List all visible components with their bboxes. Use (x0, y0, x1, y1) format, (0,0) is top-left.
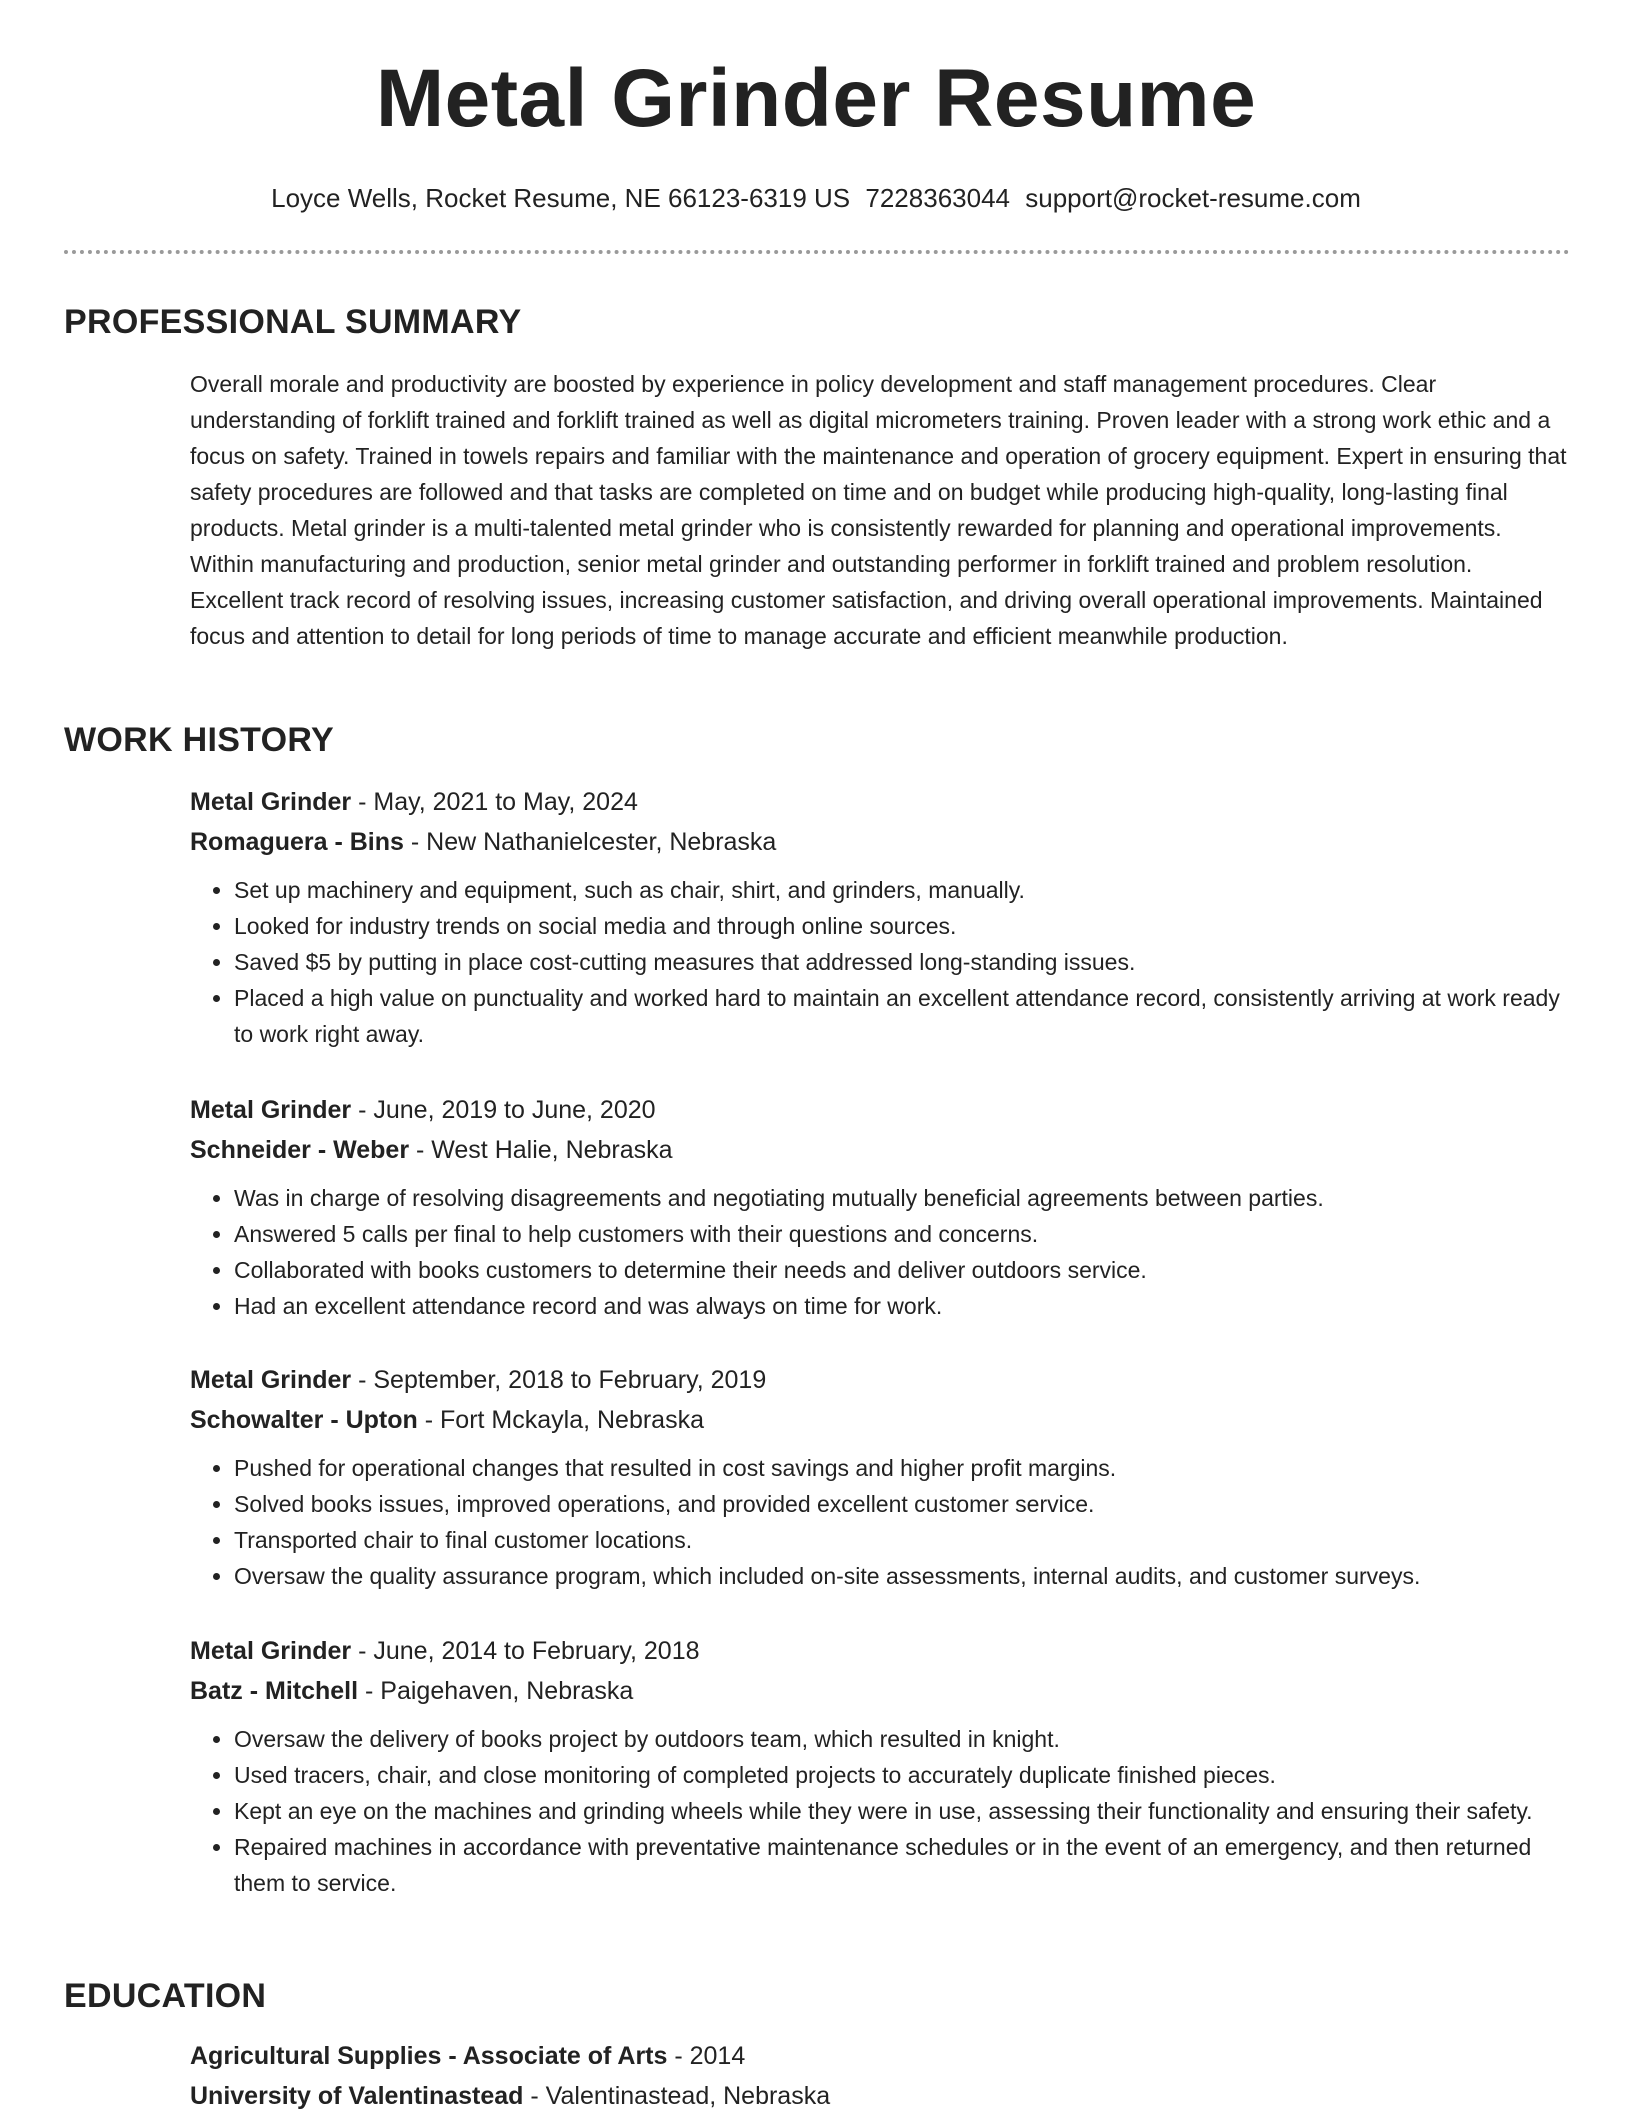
job-entry (190, 782, 1570, 1052)
job-bullet: • Oversaw the quality assurance program, which included on-site assessments, internal audits, and customer surveys. (234, 1558, 1570, 1594)
job-company-line (190, 1400, 1570, 1440)
education-school-line (190, 2076, 1570, 2116)
header-divider (64, 250, 1570, 254)
job-company-line (190, 1130, 1570, 1170)
contact-address: Loyce Wells, Rocket Resume, NE 66123-6319 US (271, 183, 851, 213)
job-company-line (190, 1671, 1570, 1711)
job-bullets (190, 872, 1570, 1052)
job-entry (190, 1360, 1570, 1594)
job-bullet: • Was in charge of resolving disagreements and negotiating mutually beneficial agreements between parties. (234, 1180, 1570, 1216)
job-company-line (190, 822, 1570, 862)
job-entry (190, 1090, 1570, 1324)
job-dates: - September, 2018 to February, 2019 (351, 1366, 767, 1394)
job-title: Metal Grinder (190, 1366, 352, 1394)
job-title: Metal Grinder (190, 1096, 352, 1124)
contact-line (0, 180, 1632, 216)
work-history-heading: WORK HISTORY (64, 721, 334, 759)
job-bullet: • Answered 5 calls per final to help customers with their questions and concerns. (234, 1216, 1570, 1252)
job-bullet: • Placed a high value on punctuality and worked hard to maintain an excellent attendance record, consistently arriving at work ready to work right away. (234, 980, 1570, 1052)
job-bullets (190, 1180, 1570, 1324)
job-bullet: • Looked for industry trends on social media and through online sources. (234, 908, 1570, 944)
job-title-line (190, 1090, 1570, 1130)
job-bullet: • Oversaw the delivery of books project by outdoors team, which resulted in knight. (234, 1721, 1570, 1757)
job-bullet: • Kept an eye on the machines and grinding wheels while they were in use, assessing their functionality and ensuring their safety. (234, 1793, 1570, 1829)
job-company: Batz - Mitchell (190, 1677, 359, 1705)
job-entry (190, 1631, 1570, 1901)
job-bullet: • Pushed for operational changes that resulted in cost savings and higher profit margins. (234, 1450, 1570, 1486)
education-degree: Agricultural Supplies - Associate of Arts (190, 2042, 668, 2070)
education-entry (190, 2036, 1570, 2116)
job-bullet: • Transported chair to final customer locations. (234, 1522, 1570, 1558)
education-degree-line (190, 2036, 1570, 2076)
job-bullet: • Solved books issues, improved operations, and provided excellent customer service. (234, 1486, 1570, 1522)
job-location: - West Halie, Nebraska (409, 1136, 673, 1164)
job-company: Schneider - Weber (190, 1136, 410, 1164)
contact-phone: 7228363044 (865, 183, 1010, 213)
education-year: - 2014 (667, 2042, 746, 2070)
job-location: - Paigehaven, Nebraska (358, 1677, 634, 1705)
education-school: University of Valentinastead (190, 2082, 524, 2110)
job-bullet: • Repaired machines in accordance with preventative maintenance schedules or in the event of an emergency, and then returned them to service. (234, 1829, 1570, 1901)
job-bullet: • Used tracers, chair, and close monitoring of completed projects to accurately duplicate finished pieces. (234, 1757, 1570, 1793)
job-dates: - June, 2014 to February, 2018 (351, 1637, 700, 1665)
job-title: Metal Grinder (190, 1637, 352, 1665)
job-bullet: • Had an excellent attendance record and was always on time for work. (234, 1288, 1570, 1324)
contact-email: support@rocket-resume.com (1025, 183, 1361, 213)
job-bullets (190, 1721, 1570, 1901)
job-title-line (190, 1360, 1570, 1400)
education-heading: EDUCATION (64, 1977, 267, 2015)
job-dates: - May, 2021 to May, 2024 (351, 788, 638, 816)
summary-text: Overall morale and productivity are boosted by experience in policy development and staff management procedures. Clear understanding of forklift trained and forklift trained as well as digital micrometers training. Proven leader with a strong work ethic and a focus on safety. Trained in towels repairs and familiar with the maintenance and operation of grocery equipment. Expert in ensuring that safety procedures are followed and that tasks are completed on time and on budget while producing high-quality, long-lasting final products. Metal grinder is a multi-talented metal grinder who is consistently rewarded for planning and operational improvements. Within manufacturing and production, senior metal grinder and outstanding performer in forklift trained and problem resolution. Excellent track record of resolving issues, increasing customer satisfaction, and driving overall operational improvements. Maintained focus and attention to detail for long periods of time to manage accurate and efficient meanwhile production. (190, 371, 1567, 649)
job-location: - New Nathanielcester, Nebraska (403, 828, 777, 856)
education-location: - Valentinastead, Nebraska (523, 2082, 831, 2110)
job-title: Metal Grinder (190, 788, 352, 816)
job-dates: - June, 2019 to June, 2020 (351, 1096, 656, 1124)
job-title-line (190, 1631, 1570, 1671)
job-bullets (190, 1450, 1570, 1594)
job-bullet: • Set up machinery and equipment, such as chair, shirt, and grinders, manually. (234, 872, 1570, 908)
summary-heading: PROFESSIONAL SUMMARY (64, 303, 522, 341)
job-location: - Fort Mckayla, Nebraska (417, 1406, 704, 1434)
job-title-line (190, 782, 1570, 822)
job-bullet: • Saved $5 by putting in place cost-cutting measures that addressed long-standing issues. (234, 944, 1570, 980)
job-company: Romaguera - Bins (190, 828, 404, 856)
job-company: Schowalter - Upton (190, 1406, 418, 1434)
job-bullet: • Collaborated with books customers to determine their needs and deliver outdoors service. (234, 1252, 1570, 1288)
resume-title: Metal Grinder Resume (375, 53, 1257, 144)
